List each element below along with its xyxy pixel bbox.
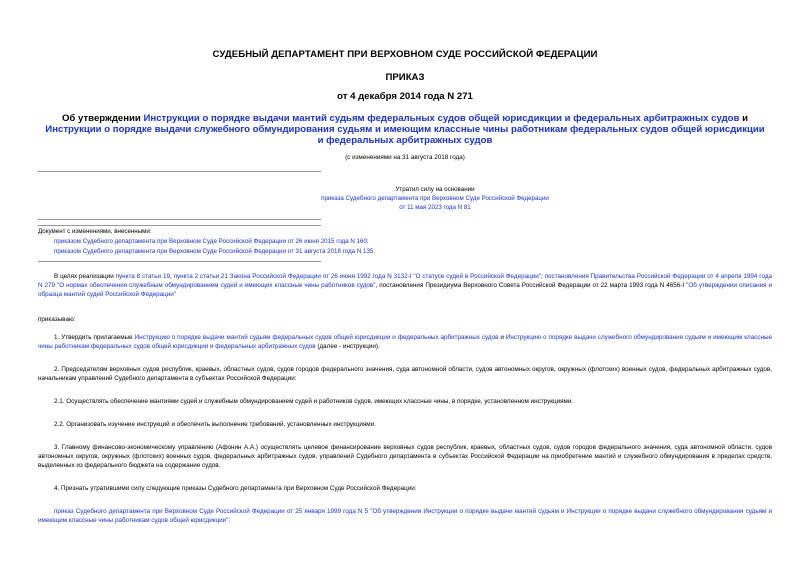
paragraph-2-2: 2.2. Организовать изучение инструкций и обеспечить выполнение требований, установленных инструкциями. xyxy=(54,421,376,428)
preamble-text: , xyxy=(169,273,174,280)
paragraph-text: (далее - инструкции). xyxy=(315,343,380,350)
paragraph-text: 1. Утвердить прилагаемые xyxy=(54,334,135,341)
title-link-mantle-instruction[interactable]: Инструкции о порядке выдачи мантий судьям федеральных судов общей юрисдикции и федеральных арбитражных судов xyxy=(143,113,740,124)
divider xyxy=(38,261,321,262)
amendments-label: Документ с изменениями, внесенными: xyxy=(38,228,152,235)
amendments-block xyxy=(38,227,772,257)
lost-force-text: Утратил силу на основании xyxy=(395,186,475,193)
title-prefix: Об утверждении xyxy=(61,113,144,124)
preamble-paragraph xyxy=(38,272,772,299)
amendment-link[interactable]: приказом Судебного департамента при Верховном Суде Российской Федерации от 31 августа 2018 года N 135. xyxy=(54,248,376,255)
changes-note: (с изменениями на 31 августа 2018 года) xyxy=(345,154,465,161)
law-link[interactable]: пункта 2 статьи 21 Закона Российской Федерации от 26 июня 1992 года N 3132-I "О статусе судей в Российской Федерации" xyxy=(173,273,541,280)
preamble-text: , постановления Президиума Верховного Совета Российской Федерации от 22 марта 1993 года N 4656-I xyxy=(375,282,687,289)
paragraph-2-1: 2.1. Осуществлять обеспечение мантиями судей и служебным обмундированием судей и работников судов, имеющих классные чины, в порядке, установленном инструкциями. xyxy=(54,398,574,405)
lost-force-link-date[interactable]: от 11 мая 2023 года N 81 xyxy=(399,204,471,211)
title-link-uniform-instruction[interactable]: Инструкции о порядке выдачи служебного обмундирования судьям и имеющим классные чины работникам федеральных судов общей юрисдикции и федеральных арбитражных судов xyxy=(45,124,765,146)
instruction-link[interactable]: Инструкцию о порядке выдачи мантий судьям федеральных судов общей юрисдикции и федеральных арбитражных судов xyxy=(134,334,499,341)
instruction-link[interactable]: Инструкцию о порядке выдачи служебного обмундирования судьям и имеющим классные чины работникам федеральных судов общей юрисдикции и федеральных арбитражных судов xyxy=(38,334,773,350)
law-link[interactable]: пункта 8 статьи 19 xyxy=(115,273,170,280)
preamble-text: ; xyxy=(540,273,545,280)
paragraph-1 xyxy=(38,333,772,351)
divider xyxy=(38,225,321,226)
paragraph-text: и xyxy=(498,334,506,341)
document-title xyxy=(38,113,772,146)
preamble-text: В целях реализации xyxy=(54,273,116,280)
law-link[interactable]: постановления Правительства Российской Федерации от 4 апреля 1994 года N 279 "О нормах обеспечения служебным обмундированием судей и имеющих классные чины работников судов" xyxy=(38,273,773,289)
divider xyxy=(38,171,321,172)
order-label: ПРИКАЗ xyxy=(385,72,425,83)
lost-force-note xyxy=(38,185,772,212)
repealed-order-item xyxy=(38,507,772,525)
orders-word: приказываю: xyxy=(38,316,76,323)
divider xyxy=(38,219,321,220)
law-link[interactable]: "Об утверждении описания и образца мантий судей Российской Федерации" xyxy=(38,282,773,298)
paragraph-4: 4. Признать утратившими силу следующие приказы Судебного департамента при Верховном Суде Российской Федерации: xyxy=(54,485,417,492)
amendment-link[interactable]: приказом Судебного департамента при Верховном Суде Российской Федерации от 26 июня 2015 года N 160; xyxy=(54,238,369,245)
lost-force-link[interactable]: приказа Судебного департамента при Верховном Суде Российской Федерации xyxy=(321,195,549,202)
paragraph-3: 3. Главному финансово-экономическому управлению (Афонин А.А.) осуществлять целевое финансирование верховных судов республик, краевых, областных судов, судов городов федерального значения, суда автономной области, судов автономных округов, окружных (флотских) военных судов, федеральных арбитражных судов, управлений Судебного департамента в субъектах Российской Федерации на приобретение мантий и служебного обмундирования в пределах средств, выделенных из федерального бюджета на содержание судов. xyxy=(38,444,772,469)
paragraph-2: 2. Председателям верховных судов республик, краевых, областных судов, судов городов федерального значения, суда автономной области, судов автономных округов, окружных (флотских) военных судов, федеральных арбитражных судов, начальникам управлений Судебного департамента в субъектах Российской Федерации: xyxy=(38,366,772,382)
repealed-order-link[interactable]: приказ Судебного департамента при Верховном Суде Российской Федерации от 25 января 1999 года N 5 "Об утверждении Инструкции о порядке выдачи мантий судьям и Инструкции о порядке выдачи служебного обмундирования судьям и имеющим классные чины работникам судов общей юрисдикции"; xyxy=(38,508,772,524)
order-date: от 4 декабря 2014 года N 271 xyxy=(337,91,473,102)
department-heading: СУДЕБНЫЙ ДЕПАРТАМЕНТ ПРИ ВЕРХОВНОМ СУДЕ РОССИЙСКОЙ ФЕДЕРАЦИИ xyxy=(212,49,598,60)
title-middle: и xyxy=(739,113,749,124)
